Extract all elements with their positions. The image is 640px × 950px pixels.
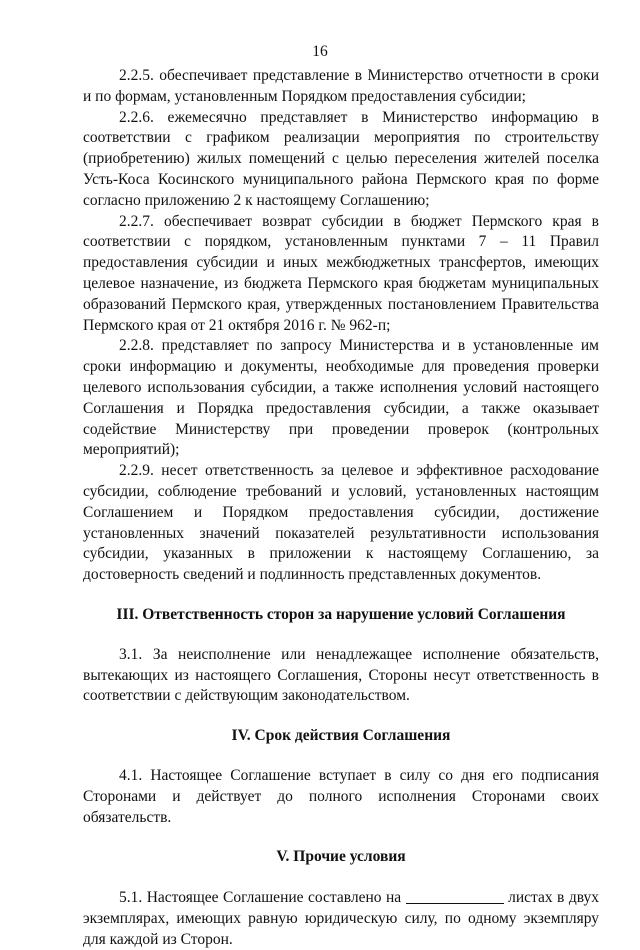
clause-5-1: [83, 888, 599, 950]
clause-5-1-end: листах в двух экземплярах, имеющих равную юридическую силу, по одному экземпляру для каждой из Сторон.: [83, 889, 600, 948]
clause-2-2-9: 2.2.9. несет ответственность за целевое и эффективное расходование субсидии, соблюдение требований и условий, установленных настоящим Соглашением и Порядком предоставления субсидии, достижение установленных значений показателей результативности использования субсидии, указанных в приложении к настоящему Соглашению, за достоверность сведений и подлинность представленных документов.: [83, 462, 599, 584]
clause-3-1: 3.1. За неисполнение или ненадлежащее исполнение обязательств, вытекающих из настоящего Соглашения, Стороны несут ответственность в соответствии с действующим законодательством.: [83, 645, 599, 705]
sheet-count-blank: [406, 889, 504, 904]
clause-4-1: 4.1. Настоящее Соглашение вступает в силу со дня его подписания Сторонами и действует до полного исполнения Сторонами своих обязательств.: [83, 766, 599, 826]
clause-2-2-7: 2.2.7. обеспечивает возврат субсидии в бюджет Пермского края в соответствии с порядком, установленным пунктами 7 – 11 Правил предоставления субсидии и иных межбюджетных трансфертов, имеющих целевое назначение, из бюджета Пермского края бюджетам муниципальных образований Пермского края, утвержденных постановлением Правительства Пермского края от 21 октября 2016 г. № 962-п;: [83, 212, 599, 334]
clause-2-2-6: 2.2.6. ежемесячно представляет в Министерство информацию в соответствии с графиком реализации мероприятия по строительству (приобретению) жилых помещений с целью переселения жителей поселка Усть-Коса Косинского муниципального района Пермского края по форме согласно приложению 2 к настоящему Соглашению;: [83, 108, 599, 209]
document-body: [83, 66, 599, 950]
clause-2-2-8: 2.2.8. представляет по запросу Министерства и в установленные им сроки информацию и документы, необходимые для проведения проверки целевого использования субсидии, а также исполнения условий настоящего Соглашения и Порядка предоставления субсидии, а также оказывает содействие Министерству при проведении проверок (контрольных мероприятий);: [83, 337, 599, 459]
section-5-heading: V. Прочие условия: [276, 848, 406, 866]
page-number: 16: [312, 43, 328, 60]
section-3-heading: III. Ответственность сторон за нарушение условий Соглашения: [116, 605, 566, 623]
clause-2-2-5: 2.2.5. обеспечивает представление в Министерство отчетности в сроки и по формам, установленным Порядком предоставления субсидии;: [83, 67, 599, 105]
section-4-heading: IV. Срок действия Соглашения: [231, 727, 451, 745]
clause-5-1-start: 5.1. Настоящее Соглашение составлено на: [119, 889, 402, 907]
